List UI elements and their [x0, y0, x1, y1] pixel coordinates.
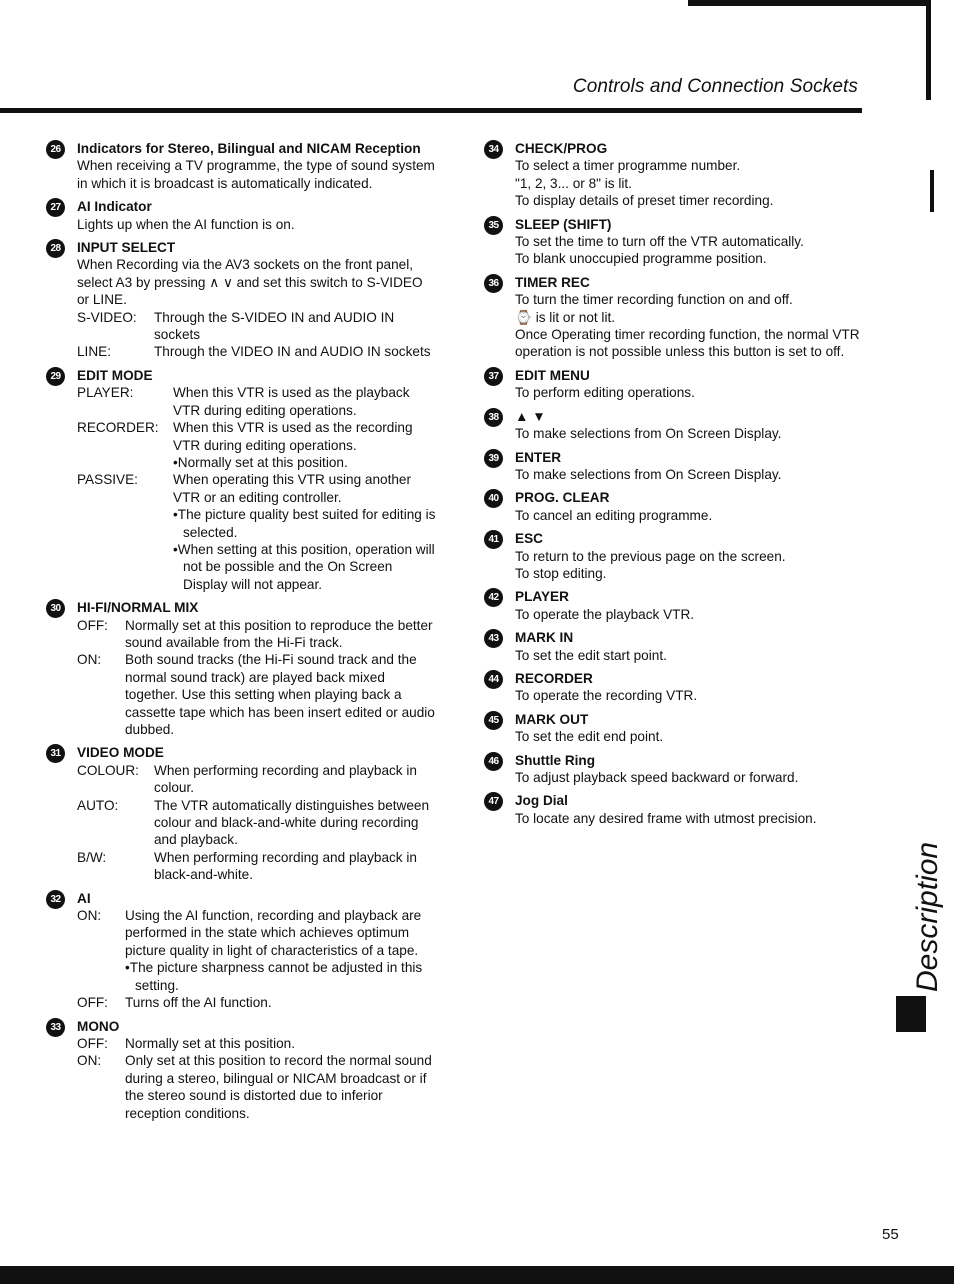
- description-entry: [484, 588, 874, 623]
- description-entry: [46, 198, 436, 233]
- item-title: EDIT MODE: [77, 367, 153, 383]
- item-description: To make selections from On Screen Display.: [515, 466, 782, 482]
- item-title: INPUT SELECT: [77, 240, 176, 256]
- setting-text: Through the VIDEO IN and AUDIO IN sockets: [154, 344, 431, 360]
- item-description: To set the edit start point.: [515, 647, 667, 663]
- item-number-badge: 39: [484, 449, 503, 468]
- setting-description: [125, 994, 436, 1011]
- description-entry: [484, 140, 874, 210]
- setting-text: Only set at this position to record the normal sound during a stereo, bilingual or NICAM broadcast or if the stereo sound is distorted due to inferior reception conditions.: [125, 1053, 432, 1121]
- setting-description: [154, 762, 436, 797]
- description-entry: [484, 367, 874, 402]
- item-number-badge: 29: [46, 367, 65, 386]
- setting-definition: [77, 849, 436, 884]
- item-title: ESC: [515, 531, 543, 547]
- item-title: HI-FI/NORMAL MIX: [77, 600, 199, 616]
- right-margin-mark: [930, 170, 934, 212]
- item-number-badge: 27: [46, 198, 65, 217]
- setting-definition: [77, 797, 436, 849]
- item-title: PROG. CLEAR: [515, 490, 610, 506]
- item-title: RECORDER: [515, 670, 593, 686]
- description-entry: [484, 711, 874, 746]
- setting-definition: [77, 651, 436, 738]
- item-title: EDIT MENU: [515, 367, 590, 383]
- item-description: When receiving a TV programme, the type of sound system in which it is broadcast is automatically indicated.: [77, 158, 435, 191]
- setting-note: •When setting at this position, operation will not be possible and the On Screen Display will not appear.: [173, 541, 435, 592]
- setting-term: COLOUR:: [77, 762, 139, 778]
- setting-text: When this VTR is used as the recording VTR during editing operations.: [173, 420, 413, 453]
- item-number-badge: 33: [46, 1018, 65, 1037]
- section-tab-label: Description: [911, 841, 944, 992]
- item-number-badge: 42: [484, 588, 503, 607]
- item-number-badge: 35: [484, 216, 503, 235]
- setting-term: OFF:: [77, 617, 108, 633]
- item-number-badge: 26: [46, 140, 65, 159]
- item-description: To locate any desired frame with utmost precision.: [515, 810, 817, 826]
- setting-definition: [77, 1035, 436, 1052]
- item-number-badge: 30: [46, 599, 65, 618]
- item-title: MARK OUT: [515, 711, 589, 727]
- item-title: TIMER REC: [515, 274, 590, 290]
- description-entry: [484, 216, 874, 268]
- item-title: MARK IN: [515, 630, 574, 646]
- left-column: [46, 140, 436, 1128]
- item-description: To operate the playback VTR.: [515, 606, 695, 622]
- setting-description: [154, 309, 436, 344]
- description-entry: [484, 449, 874, 484]
- item-description: To set the edit end point.: [515, 729, 664, 745]
- setting-definition: [77, 907, 436, 994]
- item-number-badge: 34: [484, 140, 503, 159]
- setting-definition: [77, 471, 436, 593]
- item-number-badge: 38: [484, 408, 503, 427]
- setting-text: When performing recording and playback in black-and-white.: [154, 849, 417, 883]
- description-entry: [46, 140, 436, 192]
- setting-text: When operating this VTR using another VTR or an editing controller.: [173, 472, 412, 505]
- setting-description: [154, 343, 436, 360]
- item-number-badge: 37: [484, 367, 503, 386]
- item-description: "1, 2, 3... or 8" is lit.: [515, 175, 632, 191]
- setting-term: OFF:: [77, 995, 108, 1011]
- setting-description: [125, 1035, 436, 1052]
- setting-term: ON:: [77, 652, 102, 668]
- setting-definition: [77, 384, 436, 419]
- item-title: AI: [77, 890, 91, 906]
- setting-term: PASSIVE:: [77, 472, 138, 488]
- item-description: To turn the timer recording function on and off.: [515, 292, 793, 308]
- setting-term: ON:: [77, 908, 102, 924]
- item-number-badge: 32: [46, 890, 65, 909]
- setting-description: [154, 849, 436, 884]
- item-title: Shuttle Ring: [515, 752, 596, 768]
- description-entry: [484, 792, 874, 827]
- description-entry: [484, 670, 874, 705]
- setting-definition: [77, 343, 436, 360]
- setting-note: •The picture sharpness cannot be adjusted in this setting.: [125, 960, 423, 993]
- setting-text: Normally set at this position.: [125, 1035, 295, 1051]
- item-title: VIDEO MODE: [77, 745, 164, 761]
- item-description: When Recording via the AV3 sockets on the front panel, select A3 by pressing ∧ ∨ and set this switch to S-VIDEO or LINE.: [77, 257, 423, 308]
- item-description: To stop editing.: [515, 565, 607, 581]
- setting-description: [173, 419, 436, 471]
- setting-text: When performing recording and playback in colour.: [154, 762, 417, 796]
- page-header-title: Controls and Connection Sockets: [572, 76, 858, 97]
- item-title: MONO: [77, 1018, 120, 1034]
- item-description: To make selections from On Screen Display.: [515, 426, 782, 442]
- setting-term: PLAYER:: [77, 385, 134, 401]
- item-number-badge: 47: [484, 792, 503, 811]
- setting-description: [125, 651, 436, 738]
- item-number-badge: 36: [484, 274, 503, 293]
- setting-definition: [77, 419, 436, 471]
- setting-term: ON:: [77, 1053, 102, 1069]
- right-edge-bar: [926, 0, 931, 100]
- description-entry: [46, 1018, 436, 1122]
- item-number-badge: 44: [484, 670, 503, 689]
- item-description: To display details of preset timer recording.: [515, 193, 774, 209]
- description-entry: [484, 629, 874, 664]
- item-number-badge: 28: [46, 239, 65, 258]
- setting-text: The VTR automatically distinguishes between colour and black-and-white during recording and playback.: [154, 797, 430, 848]
- setting-note: •The picture quality best suited for editing is selected.: [173, 507, 436, 540]
- setting-term: LINE:: [77, 344, 111, 360]
- item-title: Jog Dial: [515, 793, 568, 809]
- setting-description: [173, 384, 436, 419]
- item-title: AI Indicator: [77, 199, 152, 215]
- description-entry: [46, 599, 436, 738]
- item-description: ⌚ is lit or not lit.: [515, 309, 616, 325]
- description-entry: [46, 367, 436, 593]
- item-description: To perform editing operations.: [515, 385, 695, 401]
- setting-term: B/W:: [77, 849, 107, 865]
- setting-definition: [77, 1052, 436, 1122]
- description-entry: [484, 489, 874, 524]
- description-entry: [484, 530, 874, 582]
- item-description: To operate the recording VTR.: [515, 688, 698, 704]
- bottom-border-bar: [0, 1266, 954, 1284]
- setting-note: •Normally set at this position.: [173, 454, 348, 470]
- section-tab-marker: [896, 996, 926, 1032]
- item-title: Indicators for Stereo, Bilingual and NICAM Reception: [77, 141, 421, 156]
- setting-text: Through the S-VIDEO IN and AUDIO IN sockets: [154, 309, 395, 343]
- item-number-badge: 41: [484, 530, 503, 549]
- setting-term: S-VIDEO:: [77, 309, 137, 325]
- item-description: To select a timer programme number.: [515, 158, 741, 174]
- description-entry: [46, 890, 436, 1012]
- item-number-badge: 46: [484, 752, 503, 771]
- top-border-bar: [688, 0, 928, 6]
- item-description: To cancel an editing programme.: [515, 507, 713, 523]
- setting-definition: [77, 309, 436, 344]
- description-entry: [46, 744, 436, 883]
- item-description: To set the time to turn off the VTR automatically.: [515, 234, 804, 250]
- item-description: To adjust playback speed backward or forward.: [515, 770, 799, 785]
- setting-term: AUTO:: [77, 797, 119, 813]
- item-description: Once Operating timer recording function, the normal VTR operation is not possible unless this button is set to off.: [515, 327, 860, 360]
- setting-text: Both sound tracks (the Hi-Fi sound track and the normal sound track) are played back mixed together. Use this setting when playing back a cassette tape which has been insert edited or audio dubbed.: [125, 652, 435, 737]
- item-description: To blank unoccupied programme position.: [515, 251, 767, 267]
- item-description: Lights up when the AI function is on.: [77, 216, 295, 232]
- setting-term: OFF:: [77, 1035, 108, 1051]
- description-entry: [484, 752, 874, 787]
- setting-description: [125, 907, 436, 994]
- setting-definition: [77, 617, 436, 652]
- setting-description: [154, 797, 436, 849]
- setting-description: [173, 471, 436, 593]
- setting-definition: [77, 994, 436, 1011]
- item-title: SLEEP (SHIFT): [515, 216, 612, 232]
- description-entry: [484, 408, 874, 443]
- setting-description: [125, 617, 436, 652]
- setting-description: [125, 1052, 436, 1122]
- description-entry: [484, 274, 874, 361]
- item-number-badge: 31: [46, 744, 65, 763]
- item-description: To return to the previous page on the screen.: [515, 548, 786, 564]
- header-rule: [0, 108, 862, 113]
- item-title: ▲ ▼: [515, 408, 546, 424]
- right-column: [484, 140, 874, 833]
- setting-text: When this VTR is used as the playback VTR during editing operations.: [173, 385, 410, 418]
- setting-term: RECORDER:: [77, 420, 159, 436]
- page-number: 55: [882, 1226, 899, 1243]
- item-number-badge: 45: [484, 711, 503, 730]
- setting-text: Using the AI function, recording and playback are performed in the state which achieves optimum picture quality in light of characteristics of a tape.: [125, 908, 422, 958]
- item-title: CHECK/PROG: [515, 141, 608, 156]
- item-number-badge: 43: [484, 629, 503, 648]
- item-number-badge: 40: [484, 489, 503, 508]
- description-entry: [46, 239, 436, 361]
- item-title: PLAYER: [515, 589, 569, 605]
- setting-definition: [77, 762, 436, 797]
- item-title: ENTER: [515, 449, 562, 465]
- setting-text: Normally set at this position to reproduce the better sound available from the Hi-Fi track.: [125, 617, 433, 650]
- setting-text: Turns off the AI function.: [125, 995, 272, 1011]
